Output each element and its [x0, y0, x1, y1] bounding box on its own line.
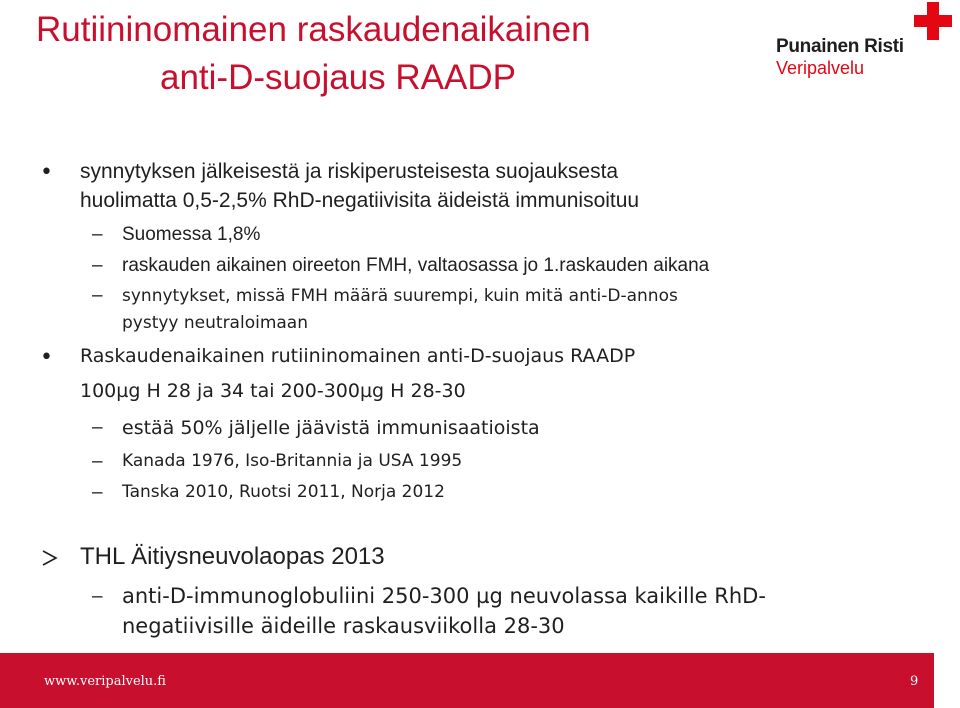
bullet-1-line-2: huolimatta 0,5-2,5% RhD-negatiivisita äideistä immunisoituu: [80, 189, 640, 212]
sub-item-7-line-2: negatiivisille äideille raskausviikolla 28-30: [122, 614, 565, 638]
punainen-risti-logo: [776, 0, 960, 82]
dash-icon: –: [92, 417, 103, 438]
bullet-1-line-1: synnytyksen jälkeisestä ja riskiperusteisesta suojauksesta: [80, 160, 619, 183]
sub-item-3-line-2: pystyy neutraloimaan: [122, 313, 308, 333]
dash-icon: –: [92, 482, 103, 503]
bullet-2: Raskaudenaikainen rutiininomainen anti-D-suojaus RAADP: [80, 345, 636, 367]
arrow-bullet-icon: [40, 548, 60, 568]
logo-line-1: Punainen Risti: [776, 36, 904, 57]
sub-item-6: Tanska 2010, Ruotsi 2011, Norja 2012: [122, 482, 445, 502]
footer-url-link[interactable]: www.veripalvelu.fi: [44, 674, 166, 689]
sub-item-4: estää 50% jäljelle jäävistä immunisaatioista: [122, 417, 540, 439]
bullet-3: THL Äitiysneuvolaopas 2013: [80, 543, 385, 570]
page-number: 9: [910, 674, 919, 689]
logo-line-2: Veripalvelu: [776, 58, 865, 78]
dash-icon: –: [92, 285, 103, 306]
bullet-icon: •: [40, 345, 53, 370]
dash-icon: –: [92, 586, 103, 607]
dash-icon: –: [92, 255, 103, 276]
sub-item-3-line-1: synnytykset, missä FMH määrä suurempi, kuin mitä anti-D-annos: [122, 286, 678, 306]
slide-title: [36, 6, 756, 102]
sub-item-5: Kanada 1976, Iso-Britannia ja USA 1995: [122, 451, 463, 471]
red-cross-icon: [914, 2, 952, 40]
sub-item-2: raskauden aikainen oireeton FMH, valtaosassa jo 1.raskauden aikana: [122, 255, 710, 276]
sub-item-1: Suomessa 1,8%: [122, 224, 261, 245]
title-line-1: Rutiininomainen raskaudenaikainen: [36, 10, 591, 49]
dash-icon: –: [92, 451, 103, 472]
bullet-icon: •: [40, 160, 53, 185]
sub-item-7-line-1: anti-D-immunoglobuliini 250-300 µg neuvolassa kaikille RhD-: [122, 584, 766, 608]
dash-icon: –: [92, 224, 103, 245]
bullet-2-detail: 100µg H 28 ja 34 tai 200-300µg H 28-30: [80, 380, 466, 402]
title-line-2: anti-D-suojaus RAADP: [160, 58, 516, 97]
